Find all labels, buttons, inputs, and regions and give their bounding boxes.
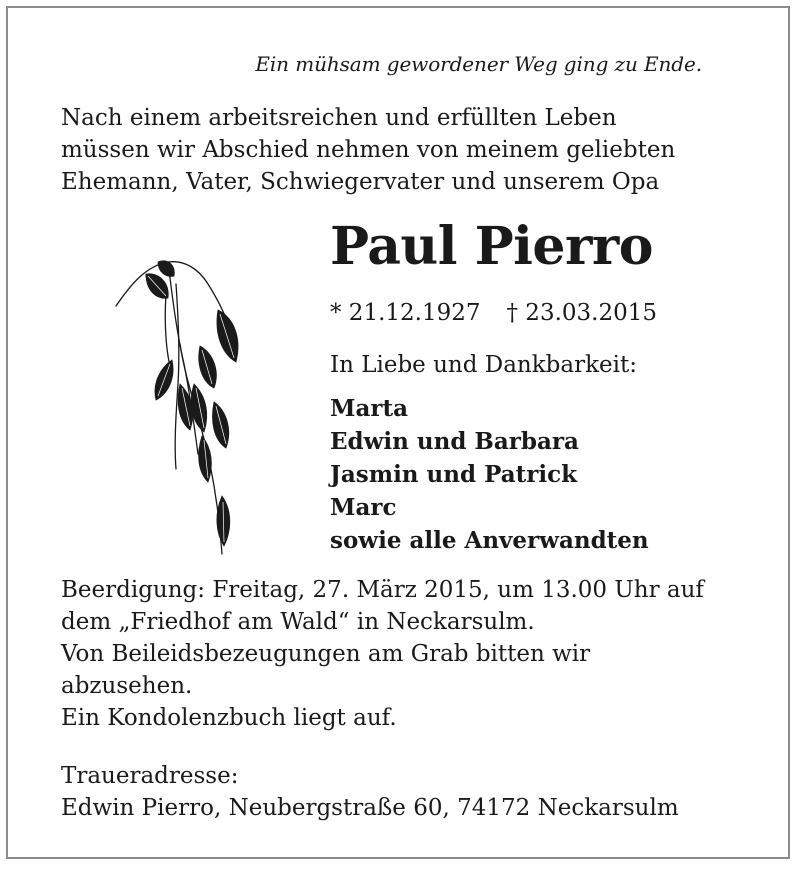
mourning-address — [61, 760, 679, 824]
motto: Ein mühsam gewordener Weg ging zu Ende. — [255, 52, 702, 76]
intro-line: Nach einem arbeitsreichen und erfüllten Leben — [61, 105, 617, 131]
intro-text — [61, 102, 781, 198]
birch-branch-icon — [106, 254, 256, 564]
funeral-line: dem „Friedhof am Wald“ in Neckarsulm. — [61, 609, 535, 635]
address-label: Traueradresse: — [61, 763, 239, 789]
mourner: Edwin und Barbara — [330, 428, 579, 455]
mourner: sowie alle Anverwandten — [330, 527, 649, 554]
mourner: Marc — [330, 494, 397, 521]
funeral-line: abzusehen. — [61, 673, 193, 699]
intro-line: Ehemann, Vater, Schwiegervater und unserem Opa — [61, 169, 660, 195]
death-date: † 23.03.2015 — [506, 300, 657, 326]
deceased-name: Paul Pierro — [330, 216, 653, 277]
intro-line: müssen wir Abschied nehmen von meinem geliebten — [61, 137, 676, 163]
mourner: Marta — [330, 395, 409, 422]
funeral-line: Beerdigung: Freitag, 27. März 2015, um 13.00 Uhr auf — [61, 577, 704, 603]
mourner: Jasmin und Patrick — [330, 461, 578, 488]
funeral-line: Von Beileidsbezeugungen am Grab bitten wir — [61, 641, 591, 667]
mourners-list — [330, 392, 649, 557]
address-line: Edwin Pierro, Neubergstraße 60, 74172 Neckarsulm — [61, 795, 679, 821]
birth-date: * 21.12.1927 — [330, 300, 481, 326]
obituary-notice — [6, 6, 790, 859]
life-dates — [330, 300, 657, 326]
funeral-line: Ein Kondolenzbuch liegt auf. — [61, 705, 397, 731]
thanks-line: In Liebe und Dankbarkeit: — [330, 352, 637, 378]
funeral-info — [61, 574, 781, 734]
